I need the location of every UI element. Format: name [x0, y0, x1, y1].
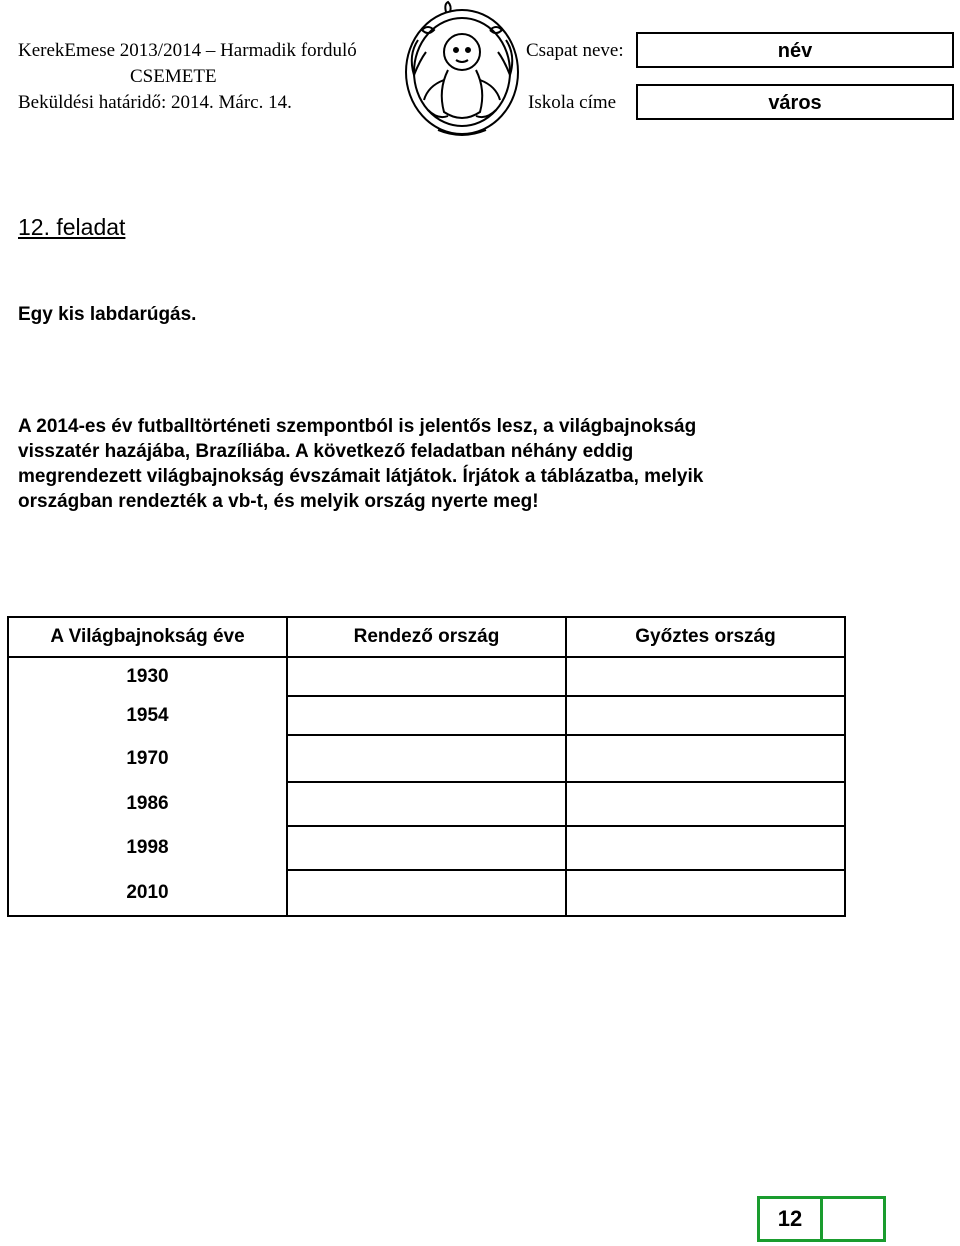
table-row: [8, 870, 845, 916]
task-description: [18, 414, 938, 514]
year-cell: 2010: [8, 870, 287, 916]
score-box: [757, 1196, 886, 1242]
column-header-host: Rendező ország: [287, 617, 566, 657]
year-cell: 1986: [8, 782, 287, 826]
host-cell[interactable]: [287, 826, 566, 870]
school-field[interactable]: város: [636, 84, 954, 120]
year-cell: 1998: [8, 826, 287, 870]
year-cell: 1930: [8, 657, 287, 696]
host-cell[interactable]: [287, 657, 566, 696]
task-description-line: A 2014-es év futballtörténeti szempontból is jelentős lesz, a világbajnokság: [18, 416, 697, 437]
header-category: CSEMETE: [130, 66, 217, 87]
cherub-logo-icon: [398, 0, 526, 140]
task-description-line: országban rendezték a vb-t, és melyik ország nyerte meg!: [18, 491, 539, 512]
task-number-cell: 12: [759, 1198, 822, 1241]
host-cell[interactable]: [287, 870, 566, 916]
column-header-winner: Győztes ország: [566, 617, 845, 657]
column-header-year: A Világbajnokság éve: [8, 617, 287, 657]
host-cell[interactable]: [287, 696, 566, 735]
winner-cell[interactable]: [566, 735, 845, 782]
winner-cell[interactable]: [566, 870, 845, 916]
host-cell[interactable]: [287, 782, 566, 826]
team-name-field[interactable]: név: [636, 32, 954, 68]
host-cell[interactable]: [287, 735, 566, 782]
table-row: [8, 696, 845, 735]
winner-cell[interactable]: [566, 657, 845, 696]
school-label: Iskola címe: [528, 92, 617, 113]
year-cell: 1954: [8, 696, 287, 735]
header-competition-title: KerekEmese 2013/2014 – Harmadik forduló: [18, 40, 357, 61]
header-deadline: Beküldési határidő: 2014. Márc. 14.: [18, 92, 292, 113]
winner-cell[interactable]: [566, 826, 845, 870]
task-title: 12. feladat: [18, 214, 126, 240]
table-row: [8, 782, 845, 826]
table-header-row: [8, 617, 845, 657]
winner-cell[interactable]: [566, 782, 845, 826]
team-name-label: Csapat neve:: [526, 40, 624, 61]
task-subtitle: Egy kis labdarúgás.: [18, 304, 197, 325]
year-cell: 1970: [8, 735, 287, 782]
world-cup-table: [7, 616, 846, 917]
points-cell[interactable]: [822, 1198, 885, 1241]
table-row: [8, 657, 845, 696]
table-row: [8, 826, 845, 870]
winner-cell[interactable]: [566, 696, 845, 735]
task-description-line: megrendezett világbajnokság évszámait látjátok. Írjátok a táblázatba, melyik: [18, 466, 704, 487]
task-description-line: visszatér hazájába, Brazíliába. A következő feladatban néhány eddig: [18, 441, 634, 462]
table-row: [8, 735, 845, 782]
